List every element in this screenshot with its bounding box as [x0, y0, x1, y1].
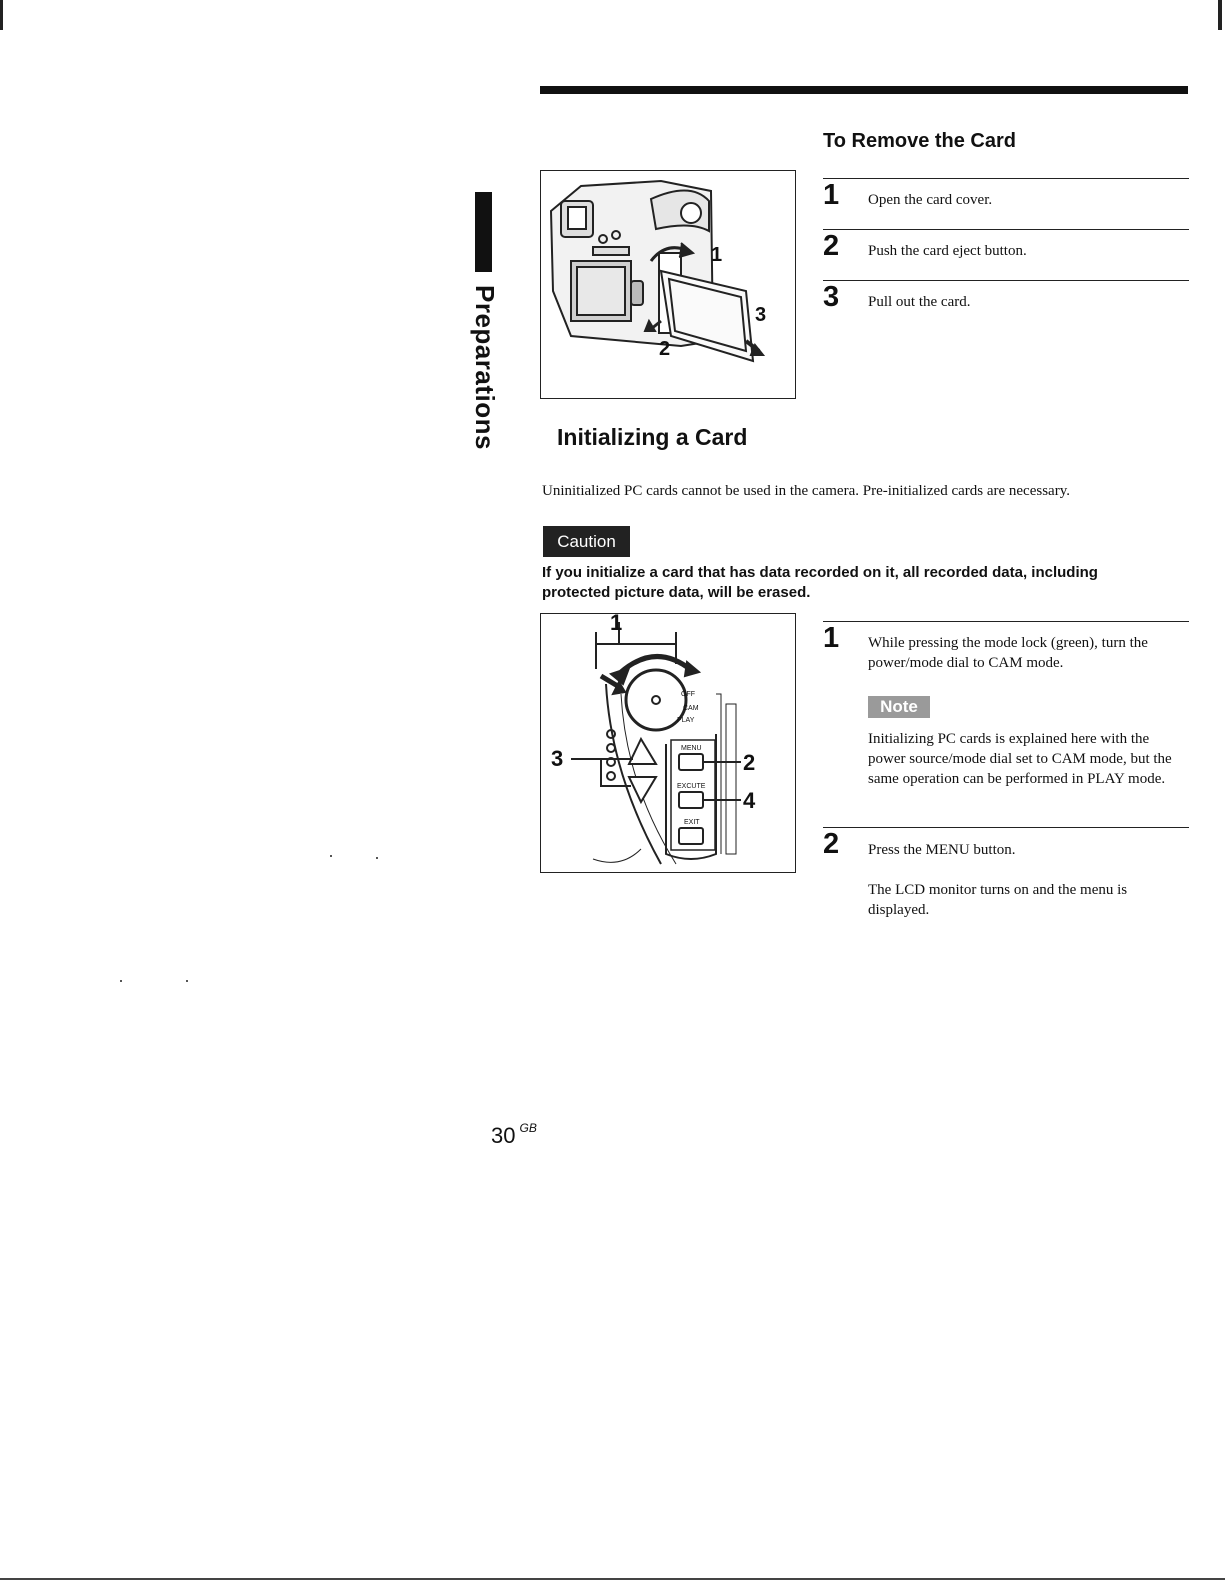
scan-edge [0, 0, 3, 30]
scan-speck [186, 980, 188, 982]
scan-edge [1218, 0, 1222, 30]
init-step-2-detail: The LCD monitor turns on and the menu is displayed. [868, 882, 1128, 918]
remove-step-2-text: Push the card eject button. [868, 243, 1027, 259]
dial-label-play: PLAY [677, 717, 695, 724]
callout-2: 2 [743, 750, 756, 775]
remove-card-figure [540, 170, 796, 399]
section-tab: Preparations [470, 285, 500, 450]
scan-speck [120, 980, 122, 982]
initializing-heading: Initializing a Card [557, 424, 748, 450]
dial-label-off: OFF [681, 691, 695, 698]
scan-speck [376, 857, 378, 859]
note-text: Initializing PC cards is explained here with the power source/mode dial set to CAM mode, but the same operation can be performed in PLAY mode. [868, 731, 1172, 787]
callout-3: 3 [755, 304, 767, 326]
button-label-execute: EXCUTE [677, 783, 706, 790]
remove-card-heading: To Remove the Card [823, 130, 1016, 152]
step-divider [823, 178, 1189, 179]
callout-1: 1 [711, 244, 723, 266]
remove-step-2-number: 2 [823, 230, 840, 262]
init-step-2-number: 2 [823, 828, 840, 860]
step-divider [823, 229, 1189, 230]
section-marker [475, 192, 492, 272]
callout-2: 2 [659, 338, 671, 360]
dial-label-cam: CAM [683, 705, 699, 712]
caution-text: If you initialize a card that has data recorded on it, all recorded data, including protected picture data, will be erased. [542, 564, 1098, 601]
caution-badge: Caution [543, 526, 630, 557]
callout-4: 4 [743, 788, 756, 813]
remove-step-1-text: Open the card cover. [868, 192, 993, 208]
init-step-1-text: While pressing the mode lock (green), turn the power/mode dial to CAM mode. [868, 635, 1148, 671]
page-suffix: GB [519, 1121, 537, 1135]
button-label-menu: MENU [681, 745, 702, 752]
page-number: 30 $^{GB}$ [491, 1121, 537, 1148]
remove-step-3-number: 3 [823, 281, 840, 313]
note-badge: Note [868, 696, 930, 718]
step-divider [823, 827, 1189, 828]
remove-step-1-number: 1 [823, 179, 840, 211]
step-divider [823, 280, 1189, 281]
scan-speck [330, 855, 332, 857]
camera-card-illustration [541, 171, 795, 398]
initializing-intro: Uninitialized PC cards cannot be used in the camera. Pre-initialized cards are necessary. [542, 483, 1070, 499]
initialize-card-figure [540, 613, 796, 873]
button-label-exit: EXIT [684, 819, 700, 826]
scan-edge [0, 1578, 1225, 1580]
mode-dial-illustration [541, 614, 795, 872]
init-step-2-text: Press the MENU button. [868, 842, 1016, 858]
init-step-1-number: 1 [823, 622, 840, 654]
callout-3: 3 [551, 746, 564, 771]
header-rule [540, 86, 1188, 94]
step-divider [823, 621, 1189, 622]
callout-1: 1 [610, 614, 623, 635]
remove-step-3-text: Pull out the card. [868, 294, 971, 310]
